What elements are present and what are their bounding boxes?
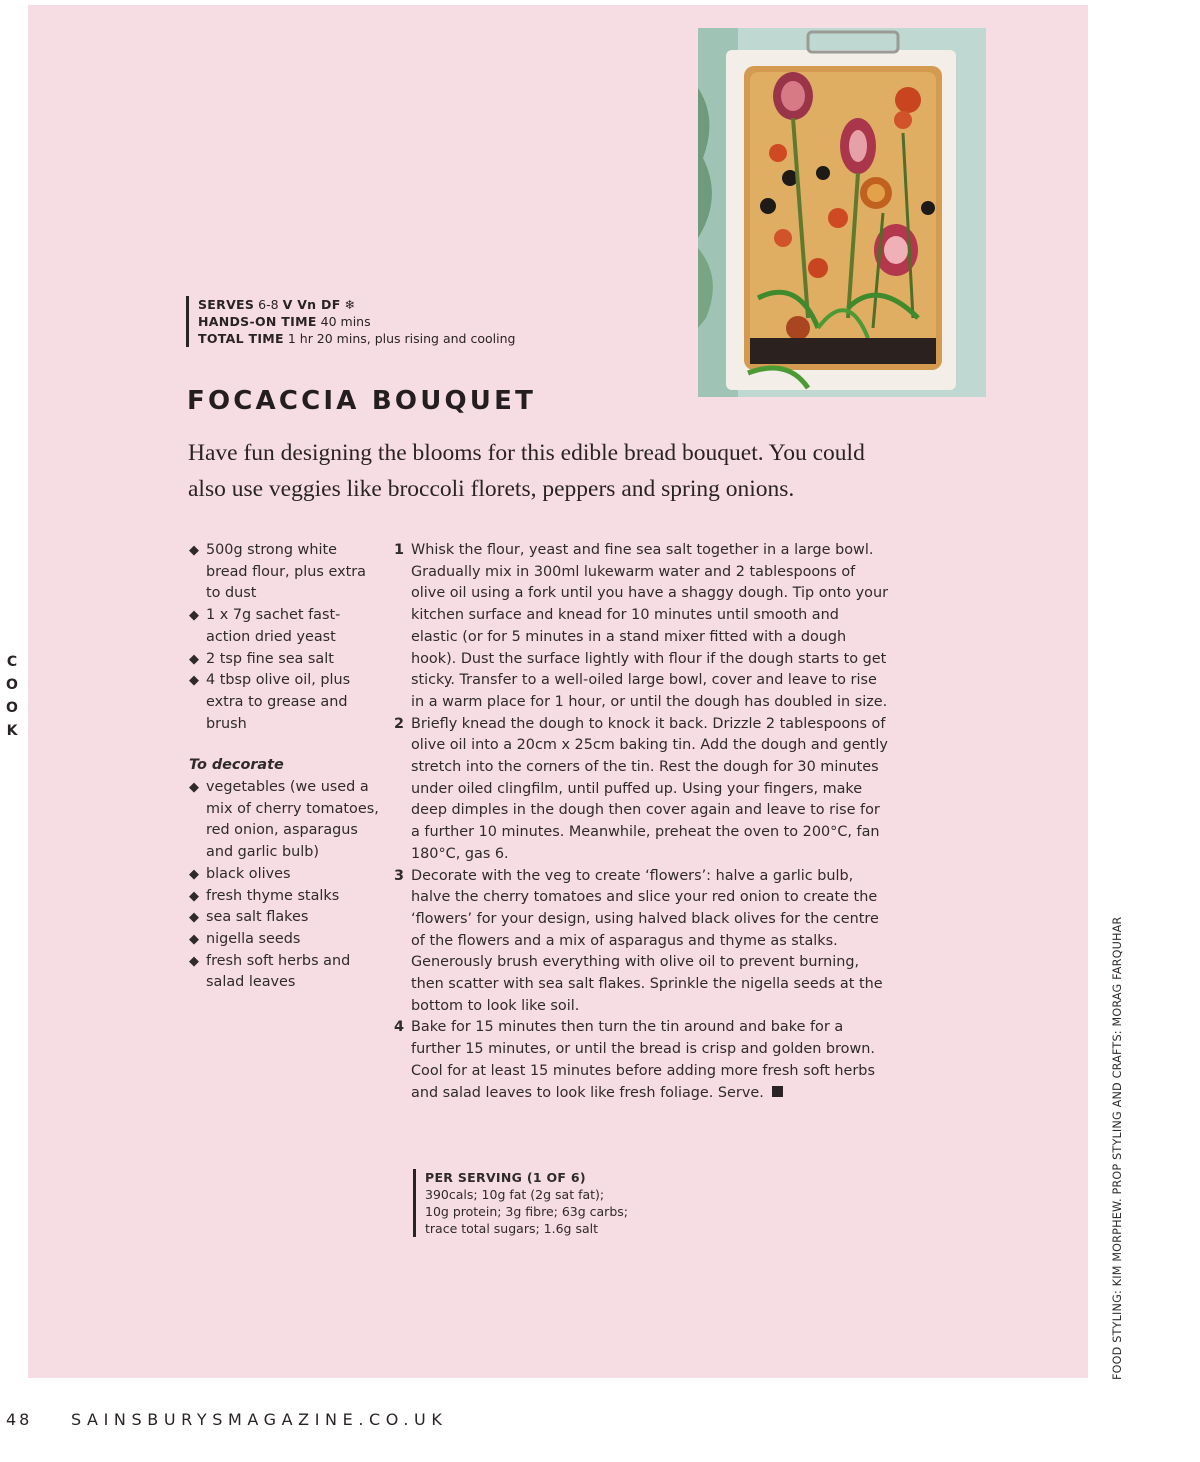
- section-tag-text: COOK: [6, 654, 18, 739]
- hands-on-label: HANDS-ON TIME: [198, 314, 317, 329]
- ingredient-list: [189, 540, 379, 735]
- ingredient-item: ◆ 4 tbsp olive oil, plus extra to grease and brush: [189, 672, 351, 732]
- serves-line: [198, 296, 515, 313]
- diet-tags: V Vn DF: [282, 297, 341, 312]
- recipe-meta: [186, 296, 515, 347]
- section-tag: [4, 651, 20, 743]
- decorate-item: ◆ fresh thyme stalks: [189, 886, 379, 908]
- step-text: Whisk the flour, yeast and fine sea salt together in a large bowl. Gradually mix in 300ml lukewarm water and 2 tablespoons of olive oil using a fork until you have a shaggy dough. Tip onto your kitchen surface and knead for 10 minutes until smooth and elastic (or for 5 minutes in a stand mixer fitted with a dough hook). Dust the surface lightly with flour if the dough starts to get sticky. Transfer to a well-oiled large bowl, cover and leave to rise in a warm place for 1 hour, or until the dough has doubled in size.: [411, 542, 889, 710]
- total-time-value: 1 hr 20 mins, plus rising and cooling: [287, 331, 516, 346]
- recipe-intro: Have fun designing the blooms for this edible bread bouquet. You could also use veggies like broccoli florets, peppers and spring onions.: [188, 440, 865, 502]
- nutrition-heading: PER SERVING (1 OF 6): [425, 1170, 586, 1185]
- decorate-item: ◆ sea salt flakes: [189, 907, 379, 929]
- decorate-item: ◆ fresh soft herbs and salad leaves: [189, 952, 351, 991]
- total-time-line: [198, 330, 515, 347]
- serves-label: SERVES: [198, 297, 255, 312]
- step-text: Briefly knead the dough to knock it back. Drizzle 2 tablespoons of olive oil into a 20cm x 25cm baking tin. Add the dough and gently stretch into the corners of the tin. Rest the dough for 30 minutes under oiled clingfilm, until puffed up. Using your fingers, make deep dimples in the dough then cover again and leave to rise for a further 10 minutes. Meanwhile, preheat the oven to 200°C, fan 180°C, gas 6.: [411, 715, 888, 862]
- diamond-bullet-icon: ◆: [189, 543, 199, 558]
- diamond-bullet-icon: ◆: [189, 673, 199, 689]
- diamond-bullet-icon: ◆: [189, 780, 199, 796]
- nutrition-line: 390cals; 10g fat (2g sat fat);: [425, 1187, 605, 1202]
- ingredient-item: ◆ 500g strong white bread flour, plus extra to dust: [189, 542, 366, 602]
- magazine-url: SAINSBURYSMAGAZINE.CO.UK: [71, 1410, 448, 1429]
- step-number: 1: [394, 542, 405, 558]
- hands-on-line: [198, 313, 515, 330]
- nutrition-box: [413, 1169, 628, 1237]
- decorate-item: ◆ black olives: [189, 864, 379, 886]
- recipe-title: FOCACCIA BOUQUET: [187, 386, 537, 416]
- serves-value: 6-8: [258, 297, 279, 312]
- diamond-bullet-icon: ◆: [189, 888, 199, 904]
- diamond-bullet-icon: ◆: [189, 651, 199, 667]
- nutrition-line: trace total sugars; 1.6g salt: [425, 1221, 598, 1236]
- diamond-bullet-icon: ◆: [189, 608, 199, 624]
- method-column: [394, 540, 889, 1104]
- diamond-bullet-icon: ◆: [189, 866, 199, 882]
- snowflake-icon: ❄: [344, 297, 356, 312]
- step-text: Decorate with the veg to create ‘flowers’: halve a garlic bulb, halve the cherry tomatoes and slice your red onion to create the ‘flowers’ for your design, using halved black olives for the centre of the flowers and a mix of asparagus and thyme as stalks. Generously brush everything with olive oil to prevent burning, then scatter with sea salt flakes. Sprinkle the nigella seeds at the bottom to look like soil.: [411, 867, 883, 1014]
- method-step: [394, 1017, 889, 1104]
- decorate-heading: To decorate: [189, 757, 284, 774]
- decorate-item: ◆ vegetables (we used a mix of cherry tomatoes, red onion, asparagus and garlic bulb): [189, 779, 379, 861]
- focaccia-photo: [698, 28, 986, 397]
- hands-on-value: 40 mins: [320, 314, 371, 329]
- ingredients-column: [189, 540, 379, 994]
- photo-credits: FOOD STYLING: KIM MORPHEW. PROP STYLING AND CRAFTS: MORAG FARQUHAR: [1111, 916, 1124, 1380]
- ingredient-item: ◆ 1 x 7g sachet fast-action dried yeast: [189, 607, 341, 645]
- ingredient-item: ◆ 2 tsp fine sea salt: [189, 649, 379, 671]
- end-of-recipe-mark: [772, 1086, 783, 1097]
- nutrition-line: 10g protein; 3g fibre; 63g carbs;: [425, 1204, 628, 1219]
- method-steps: [394, 540, 889, 1104]
- method-step: [394, 540, 889, 714]
- diamond-bullet-icon: ◆: [189, 953, 199, 969]
- decorate-item: ◆ nigella seeds: [189, 929, 379, 951]
- method-step: [394, 714, 889, 866]
- step-number: 4: [394, 1019, 405, 1036]
- total-time-label: TOTAL TIME: [198, 331, 284, 346]
- method-step: [394, 866, 889, 1018]
- diamond-bullet-icon: ◆: [189, 910, 199, 926]
- step-text: Bake for 15 minutes then turn the tin around and bake for a further 15 minutes, or until the bread is crisp and golden brown. Cool for at least 15 minutes before adding more fresh soft herbs and salad leaves to look like fresh foliage. Serve.: [411, 1019, 875, 1101]
- page-number: 48: [6, 1410, 33, 1429]
- decorate-list: [189, 777, 379, 994]
- diamond-bullet-icon: ◆: [189, 931, 199, 947]
- step-number: 3: [394, 867, 405, 884]
- step-number: 2: [394, 715, 405, 732]
